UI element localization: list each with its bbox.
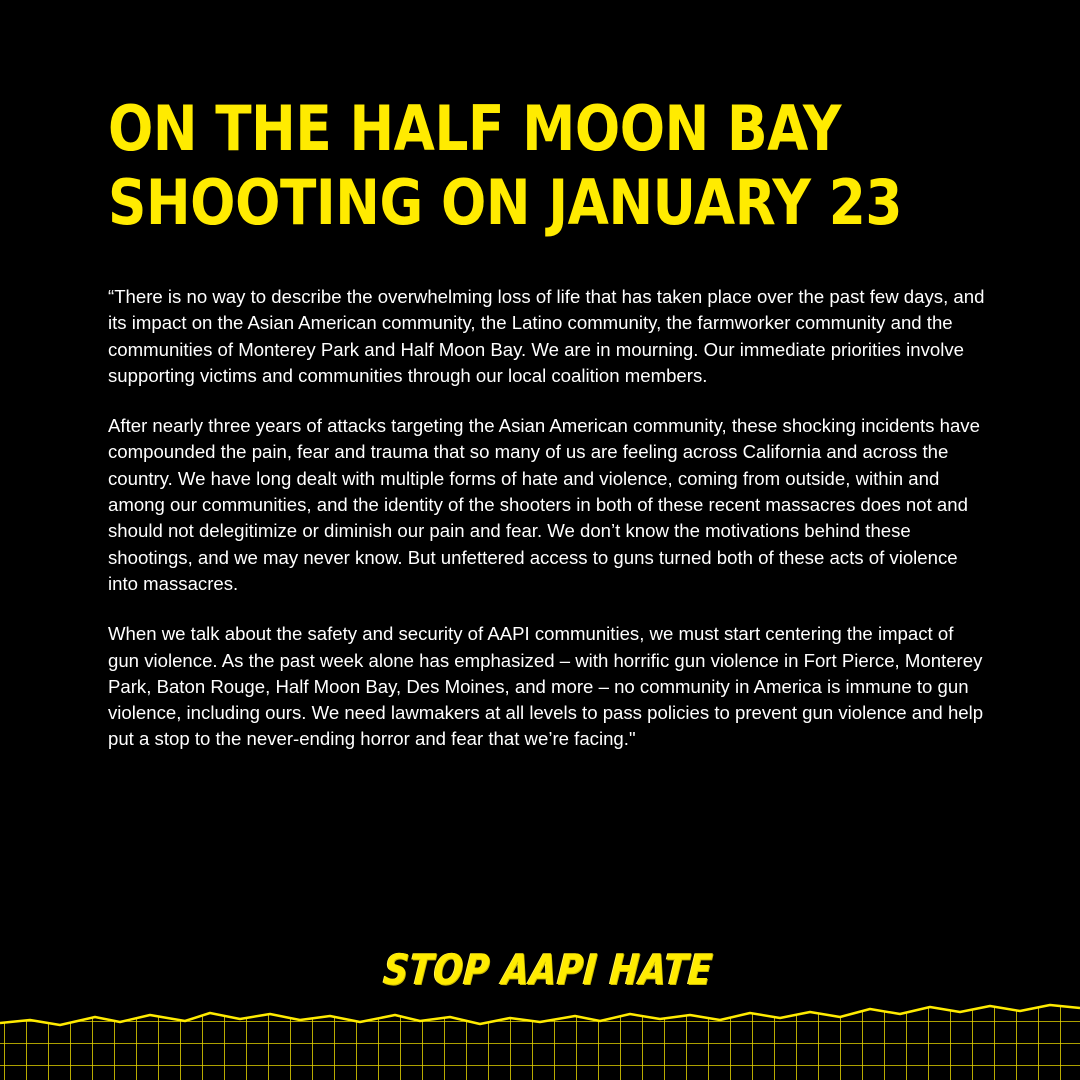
- statement-paragraph-1: “There is no way to describe the overwhelming loss of life that has taken place over the past few days, and its impact on the Asian American community, the Latino community, the farmworker community and the communities of Monterey Park and Half Moon Bay. We are in mourning. Our immediate priorities involve supporting victims and communities through our local coalition members.: [108, 286, 985, 386]
- headline-line-2: SHOOTING ON JANUARY 23: [108, 166, 903, 239]
- statement-body: [108, 284, 988, 777]
- statement-paragraph-2: After nearly three years of attacks targeting the Asian American community, these shocking incidents have compounded the pain, fear and trauma that so many of us are feeling across California and across the country. We have long dealt with multiple forms of hate and violence, coming from outside, within and among our communities, and the identity of the shooters in both of these recent massacres does not and should not delegitimize or diminish our pain and fear. We don’t know the motivations behind these shootings, and we may never know. But unfettered access to guns turned both of these acts of violence into massacres.: [108, 415, 980, 594]
- statement-paragraph-3: When we talk about the safety and security of AAPI communities, we must start centering the impact of gun violence. As the past week alone has emphasized – with horrific gun violence in Fort Pierce, Monterey Park, Baton Rouge, Half Moon Bay, Des Moines, and more – no community in America is immune to gun violence, including ours. We need lawmakers at all levels to pass policies to prevent gun violence and help put a stop to the never-ending horror and fear that we’re facing.": [108, 623, 984, 750]
- headline: [108, 92, 903, 240]
- headline-line-1: ON THE HALF MOON BAY: [108, 92, 842, 165]
- grid-footer-decoration: [0, 995, 1080, 1080]
- logo-wordmark: STOP AAPI HATE: [381, 945, 715, 994]
